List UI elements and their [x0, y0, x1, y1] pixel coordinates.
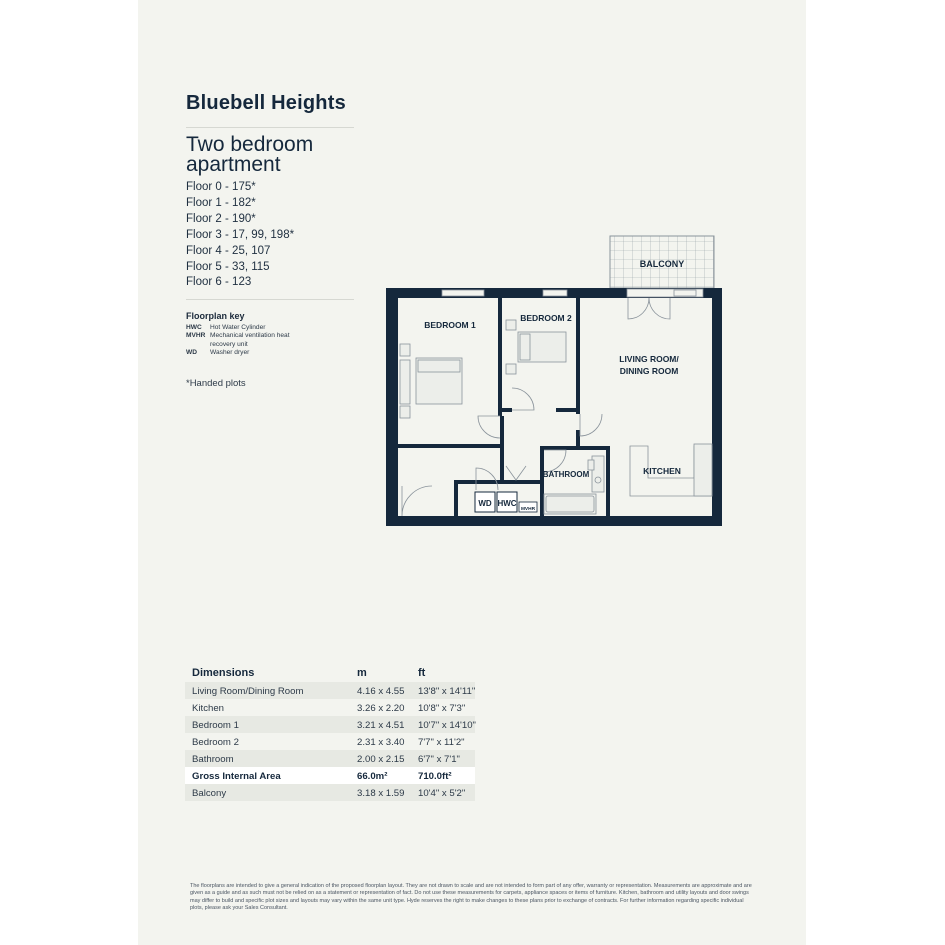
floor-plot-list — [186, 180, 294, 291]
balcony-label: BALCONY — [639, 259, 685, 269]
bedroom1-bed — [400, 344, 462, 418]
hall-cupboards — [475, 492, 537, 512]
key-item: HWC Hot Water Cylinder — [186, 324, 266, 331]
floor-row: Floor 1 - 182* — [186, 196, 256, 209]
key-item: WD Washer dryer — [186, 349, 250, 357]
balcony — [610, 236, 714, 288]
floor-row: Floor 6 - 123 — [186, 276, 252, 289]
mvhr-label: MVHR — [520, 507, 536, 512]
balcony-dimensions-row: Balcony 3.18 x 1.59 10'4" x 5'2" — [185, 784, 475, 801]
development-title: Bluebell Heights — [186, 92, 346, 114]
apartment-type-line2: apartment — [186, 153, 281, 176]
divider — [186, 299, 354, 300]
bedroom1-label: BEDROOM 1 — [424, 320, 476, 330]
bedroom2-label: BEDROOM 2 — [520, 313, 572, 323]
hwc-label: HWC — [497, 499, 517, 508]
gross-internal-area-row: Gross Internal Area 66.0m² 710.0ft² — [185, 767, 475, 784]
dimensions-row: Kitchen 3.26 x 2.20 10'8" x 7'3" — [192, 703, 466, 714]
balcony-doors — [628, 298, 670, 319]
kitchen-label: KITCHEN — [643, 466, 681, 476]
floor-row: Floor 2 - 190* — [186, 212, 256, 225]
interior-walls — [398, 298, 610, 516]
bedroom2-bed — [506, 320, 566, 374]
wd-label: WD — [478, 499, 492, 508]
living-room-label-line2: DINING ROOM — [619, 366, 679, 376]
dimensions-row: Bathroom 2.00 x 2.15 6'7" x 7'1" — [185, 750, 475, 767]
floor-row: Floor 5 - 33, 115 — [186, 260, 270, 273]
floor-row: Floor 3 - 17, 99, 198* — [186, 228, 295, 241]
bathroom-label: BATHROOM — [542, 470, 590, 479]
key-item: MVHR Mechanical ventilation heat recovery unit — [186, 332, 290, 348]
floorplan-key-list — [186, 324, 356, 358]
floorplan-key-title: Floorplan key — [186, 311, 245, 321]
bathroom-fixtures — [544, 456, 604, 514]
dimensions-row: Bedroom 1 3.21 x 4.51 10'7" x 14'10" — [185, 716, 475, 733]
divider — [186, 127, 354, 128]
dimensions-row: Living Room/Dining Room 4.16 x 4.55 13'8" x 14'11" — [185, 682, 475, 699]
floor-row: Floor 0 - 175* — [186, 181, 256, 193]
dimensions-row: Bedroom 2 2.31 x 3.40 7'7" x 11'2" — [192, 737, 465, 748]
dimensions-header: Dimensions m ft — [192, 667, 426, 679]
disclaimer-text: The floorplans are intended to give a general indication of the proposed floorplan layout. They are not drawn to scale and are not intended to form part of any offer, warranty or representation. Measurements are approximate and are given as a guide and as such must not be relied on as a statement or representation of fact. Do not use these measurements for carpets, appliance spaces or items of furniture. Kitchen, bathroom and utility layouts and door swings may differ to build and specific plot sizes and layouts may vary within the same unit type. Hyde reserves the right to make changes to these plans prior to exchange of contracts. For further information regarding specific individual plots, please ask your Sales Consultant. — [190, 883, 752, 912]
apartment-type-line1: Two bedroom — [186, 133, 314, 156]
handed-plots-note: *Handed plots — [186, 378, 246, 389]
floor-row: Floor 4 - 25, 107 — [186, 244, 271, 257]
apartment-type-heading — [186, 135, 313, 175]
floor-plan — [380, 232, 730, 532]
living-room-label-line1: LIVING ROOM/ — [619, 354, 679, 364]
dimensions-table — [185, 664, 475, 801]
